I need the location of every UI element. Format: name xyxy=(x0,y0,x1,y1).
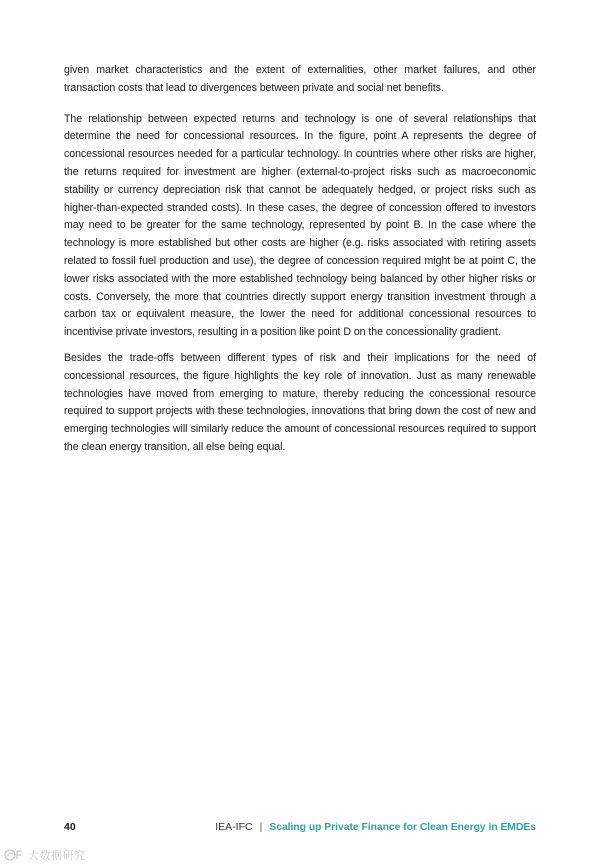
watermark-text: 大数据研究 xyxy=(28,850,86,862)
page-footer xyxy=(64,819,536,835)
body-text xyxy=(64,62,536,457)
paragraph-innovation: Besides the trade-offs between different types of risk and their implications for the need of concessional resources, the figure highlights the key role of innovation. Just as many renewable technologies have moved from emerging to mature, thereby reducing the concessional resource required to support projects with these technologies, innovations that bring down the cost of new and emerging technologies will similarly reduce the amount of concessional resources required to support the clean energy transition, all else being equal. xyxy=(64,351,536,453)
footer-organization: IEA-IFC xyxy=(215,821,253,833)
footer-separator: | xyxy=(259,821,263,833)
footer-label xyxy=(215,819,536,836)
footer-report-title: Scaling up Private Finance for Clean Energy in EMDEs xyxy=(269,822,536,833)
watermark-logo-icon xyxy=(4,848,26,862)
page-number: 40 xyxy=(64,821,76,833)
watermark xyxy=(4,846,86,864)
paragraph-returns-technology: The relationship between expected returns and technology is one of several relationships that determine the need for concessional resources. In the figure, point A represents the degree of concessional resources needed for a particular technology. In countries where other risks are higher, the returns required for investment are higher (external-to-project risks such as macroeconomic stability or currency depreciation risk that cannot be adequately hedged, or project risks such as higher-than-expected stranded costs). In these cases, the degree of concession offered to investors may need to be greater for the same technology, represented by point B. In the case where the technology is more established but other costs are higher (e.g. risks associated with retiring assets related to fossil fuel production and use), the degree of concession required might be at point C, the lower risks associated with the more established technology being balanced by other higher risks or costs. Conversely, the more that countries directly support energy transition investment through a carbon tax or equivalent measure, the lower the need for additional concessional resources to incentivise private investors, resulting in a position like point D on the concessionality gradient. xyxy=(64,112,536,339)
paragraph-continuation: given market characteristics and the extent of externalities, other market failures, and other transaction costs that lead to divergences between private and social net benefits. xyxy=(64,64,536,94)
